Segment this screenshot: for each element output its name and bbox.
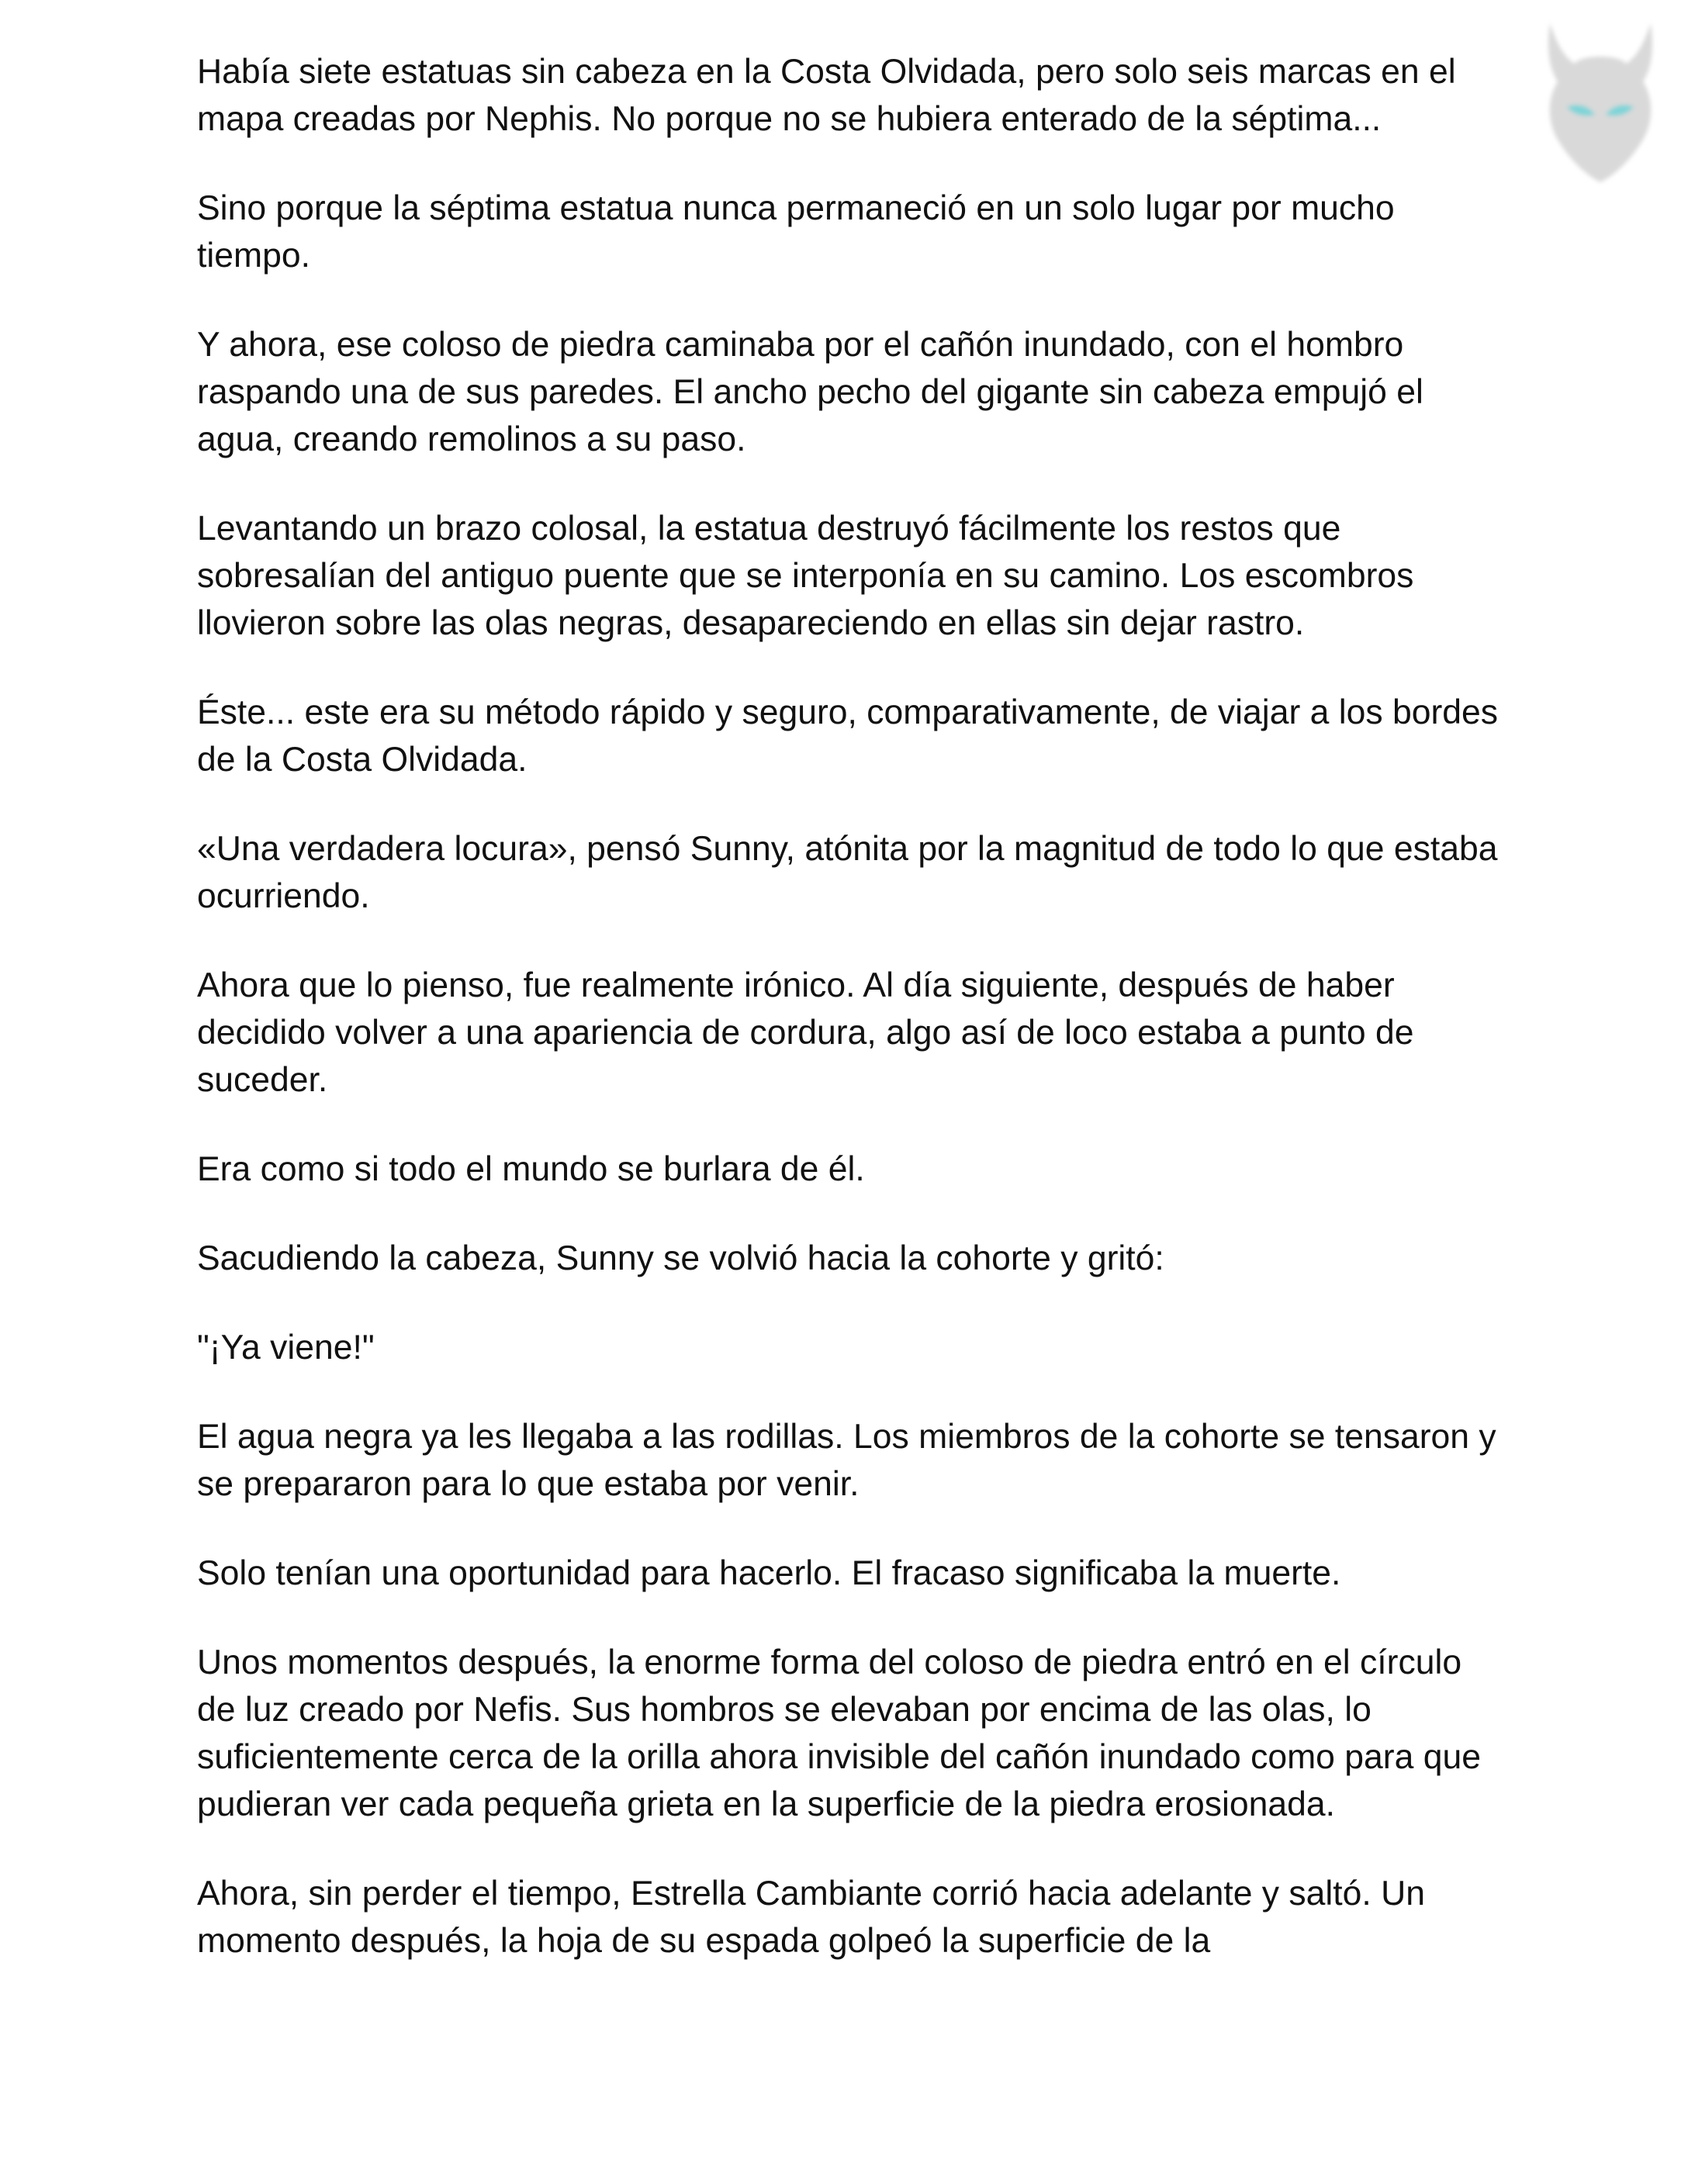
paragraph-14: Ahora, sin perder el tiempo, Estrella Cambiante corrió hacia adelante y saltó. Un momento después, la hoja de su espada golpeó la superficie de la <box>197 1875 1426 1960</box>
document-body <box>197 48 1508 2006</box>
paragraph-4: Levantando un brazo colosal, la estatua destruyó fácilmente los restos que sobresalían del antiguo puente que se interponía en su camino. Los escombros llovieron sobre las olas negras, desapareciendo en ellas sin dejar rastro. <box>197 510 1414 642</box>
paragraph-10: "¡Ya viene!" <box>197 1329 375 1367</box>
paragraph-11: El agua negra ya les llegaba a las rodillas. Los miembros de la cohorte se tensaron y se prepararon para lo que estaba por venir. <box>197 1418 1496 1503</box>
paragraph-5: Éste... este era su método rápido y seguro, comparativamente, de viajar a los bordes de la Costa Olvidada. <box>197 693 1499 779</box>
paragraph-8: Era como si todo el mundo se burlara de él. <box>197 1150 865 1188</box>
paragraph-1: Había siete estatuas sin cabeza en la Costa Olvidada, pero solo seis marcas en el mapa creadas por Nephis. No porque no se hubiera enterado de la séptima... <box>197 53 1456 138</box>
paragraph-9: Sacudiendo la cabeza, Sunny se volvió hacia la cohorte y gritó: <box>197 1239 1164 1277</box>
paragraph-12: Solo tenían una oportunidad para hacerlo. El fracaso significaba la muerte. <box>197 1554 1341 1592</box>
paragraph-3: Y ahora, ese coloso de piedra caminaba por el cañón inundado, con el hombro raspando una de sus paredes. El ancho pecho del gigante sin cabeza empujó el agua, creando remolinos a su paso. <box>197 326 1423 458</box>
paragraph-7: Ahora que lo pienso, fue realmente irónico. Al día siguiente, después de haber decidido volver a una apariencia de cordura, algo así de loco estaba a punto de suceder. <box>197 966 1414 1099</box>
paragraph-13: Unos momentos después, la enorme forma del coloso de piedra entró en el círculo de luz creado por Nefis. Sus hombros se elevaban por encima de las olas, lo suficientemente cerca de la orilla ahora invisible del cañón inundado como para que pudieran ver cada pequeña grieta en la superficie de la piedra erosionada. <box>197 1643 1481 1823</box>
paragraph-2: Sino porque la séptima estatua nunca permaneció en un solo lugar por mucho tiempo. <box>197 189 1395 275</box>
demon-head-icon <box>1527 16 1674 194</box>
paragraph-6: «Una verdadera locura», pensó Sunny, atónita por la magnitud de todo lo que estaba ocurriendo. <box>197 830 1498 915</box>
